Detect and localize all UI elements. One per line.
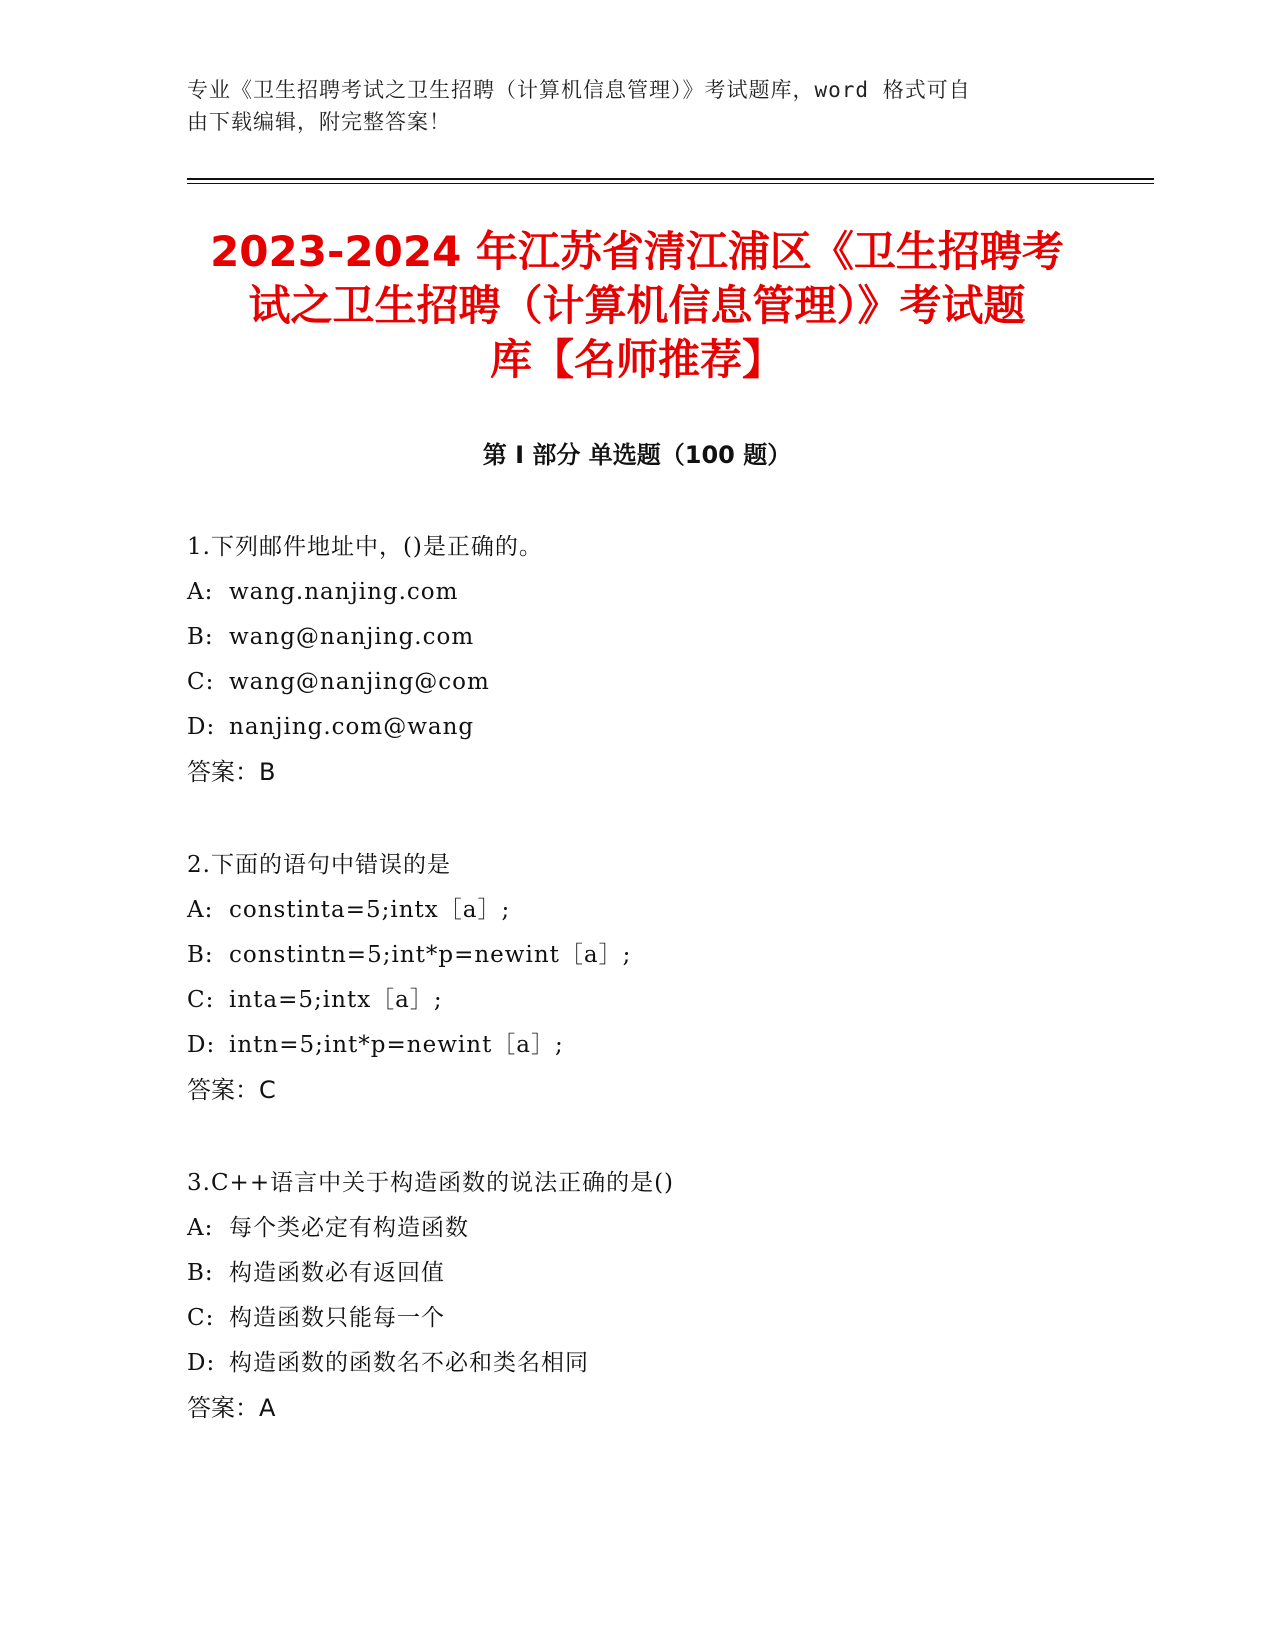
option-c — [187, 978, 1087, 1023]
option-key: D: — [187, 714, 216, 740]
option-key: A: — [187, 897, 214, 923]
option-c — [187, 1296, 1087, 1341]
option-key: C: — [187, 1305, 215, 1331]
header-divider-thick — [187, 178, 1154, 180]
option-key: D: — [187, 1350, 216, 1376]
option-key: A: — [187, 579, 214, 605]
option-a — [187, 888, 1087, 933]
document-title-line-1: 2023-2024 年江苏省清江浦区《卫生招聘考 — [210, 227, 1064, 276]
header-note-line-2: 由下载编辑，附完整答案！ — [187, 110, 451, 134]
option-text: wang@nanjing.com — [229, 624, 475, 650]
question-3 — [187, 1161, 1087, 1431]
option-text: nanjing.com@wang — [229, 714, 475, 740]
option-text: 每个类必定有构造函数 — [229, 1215, 469, 1241]
question-list — [187, 525, 1087, 1479]
question-stem: 1.下列邮件地址中，()是正确的。 — [187, 534, 543, 560]
question-stem: 2.下面的语句中错误的是 — [187, 852, 451, 878]
header-note — [187, 74, 1067, 138]
question-1 — [187, 525, 1087, 795]
option-key: A: — [187, 1215, 214, 1241]
document-title-line-3: 库【名师推荐】 — [489, 335, 784, 384]
option-key: B: — [187, 942, 214, 968]
option-text: 构造函数的函数名不必和类名相同 — [229, 1350, 589, 1376]
option-text: wang@nanjing@com — [229, 669, 490, 695]
answer-line: 答案：C — [187, 1076, 276, 1104]
question-stem: 3.C++语言中关于构造函数的说法正确的是() — [187, 1170, 675, 1196]
option-text: inta=5;intx［a］; — [229, 987, 443, 1013]
option-b — [187, 1251, 1087, 1296]
header-divider-thin — [187, 183, 1154, 184]
option-d — [187, 1341, 1087, 1386]
option-text: constinta=5;intx［a］; — [229, 897, 511, 923]
option-d — [187, 705, 1087, 750]
header-note-line-1: 专业《卫生招聘考试之卫生招聘（计算机信息管理）》考试题库，word 格式可自 — [187, 78, 971, 102]
option-b — [187, 615, 1087, 660]
answer-line: 答案：A — [187, 1394, 276, 1422]
option-key: B: — [187, 624, 214, 650]
option-a — [187, 1206, 1087, 1251]
option-text: constintn=5;int*p=newint［a］; — [229, 942, 632, 968]
option-d — [187, 1023, 1087, 1068]
option-a — [187, 570, 1087, 615]
question-2 — [187, 843, 1087, 1113]
option-key: C: — [187, 987, 215, 1013]
option-text: wang.nanjing.com — [229, 579, 459, 605]
option-key: B: — [187, 1260, 214, 1286]
option-text: 构造函数只能每一个 — [229, 1305, 445, 1331]
option-key: C: — [187, 669, 215, 695]
option-text: 构造函数必有返回值 — [229, 1260, 445, 1286]
option-c — [187, 660, 1087, 705]
section-title: 第 I 部分 单选题（100 题） — [482, 441, 792, 469]
option-text: intn=5;int*p=newint［a］; — [229, 1032, 564, 1058]
document-title — [187, 225, 1087, 387]
answer-line: 答案：B — [187, 758, 276, 786]
option-b — [187, 933, 1087, 978]
option-key: D: — [187, 1032, 216, 1058]
document-title-line-2: 试之卫生招聘（计算机信息管理）》考试题 — [248, 281, 1026, 330]
